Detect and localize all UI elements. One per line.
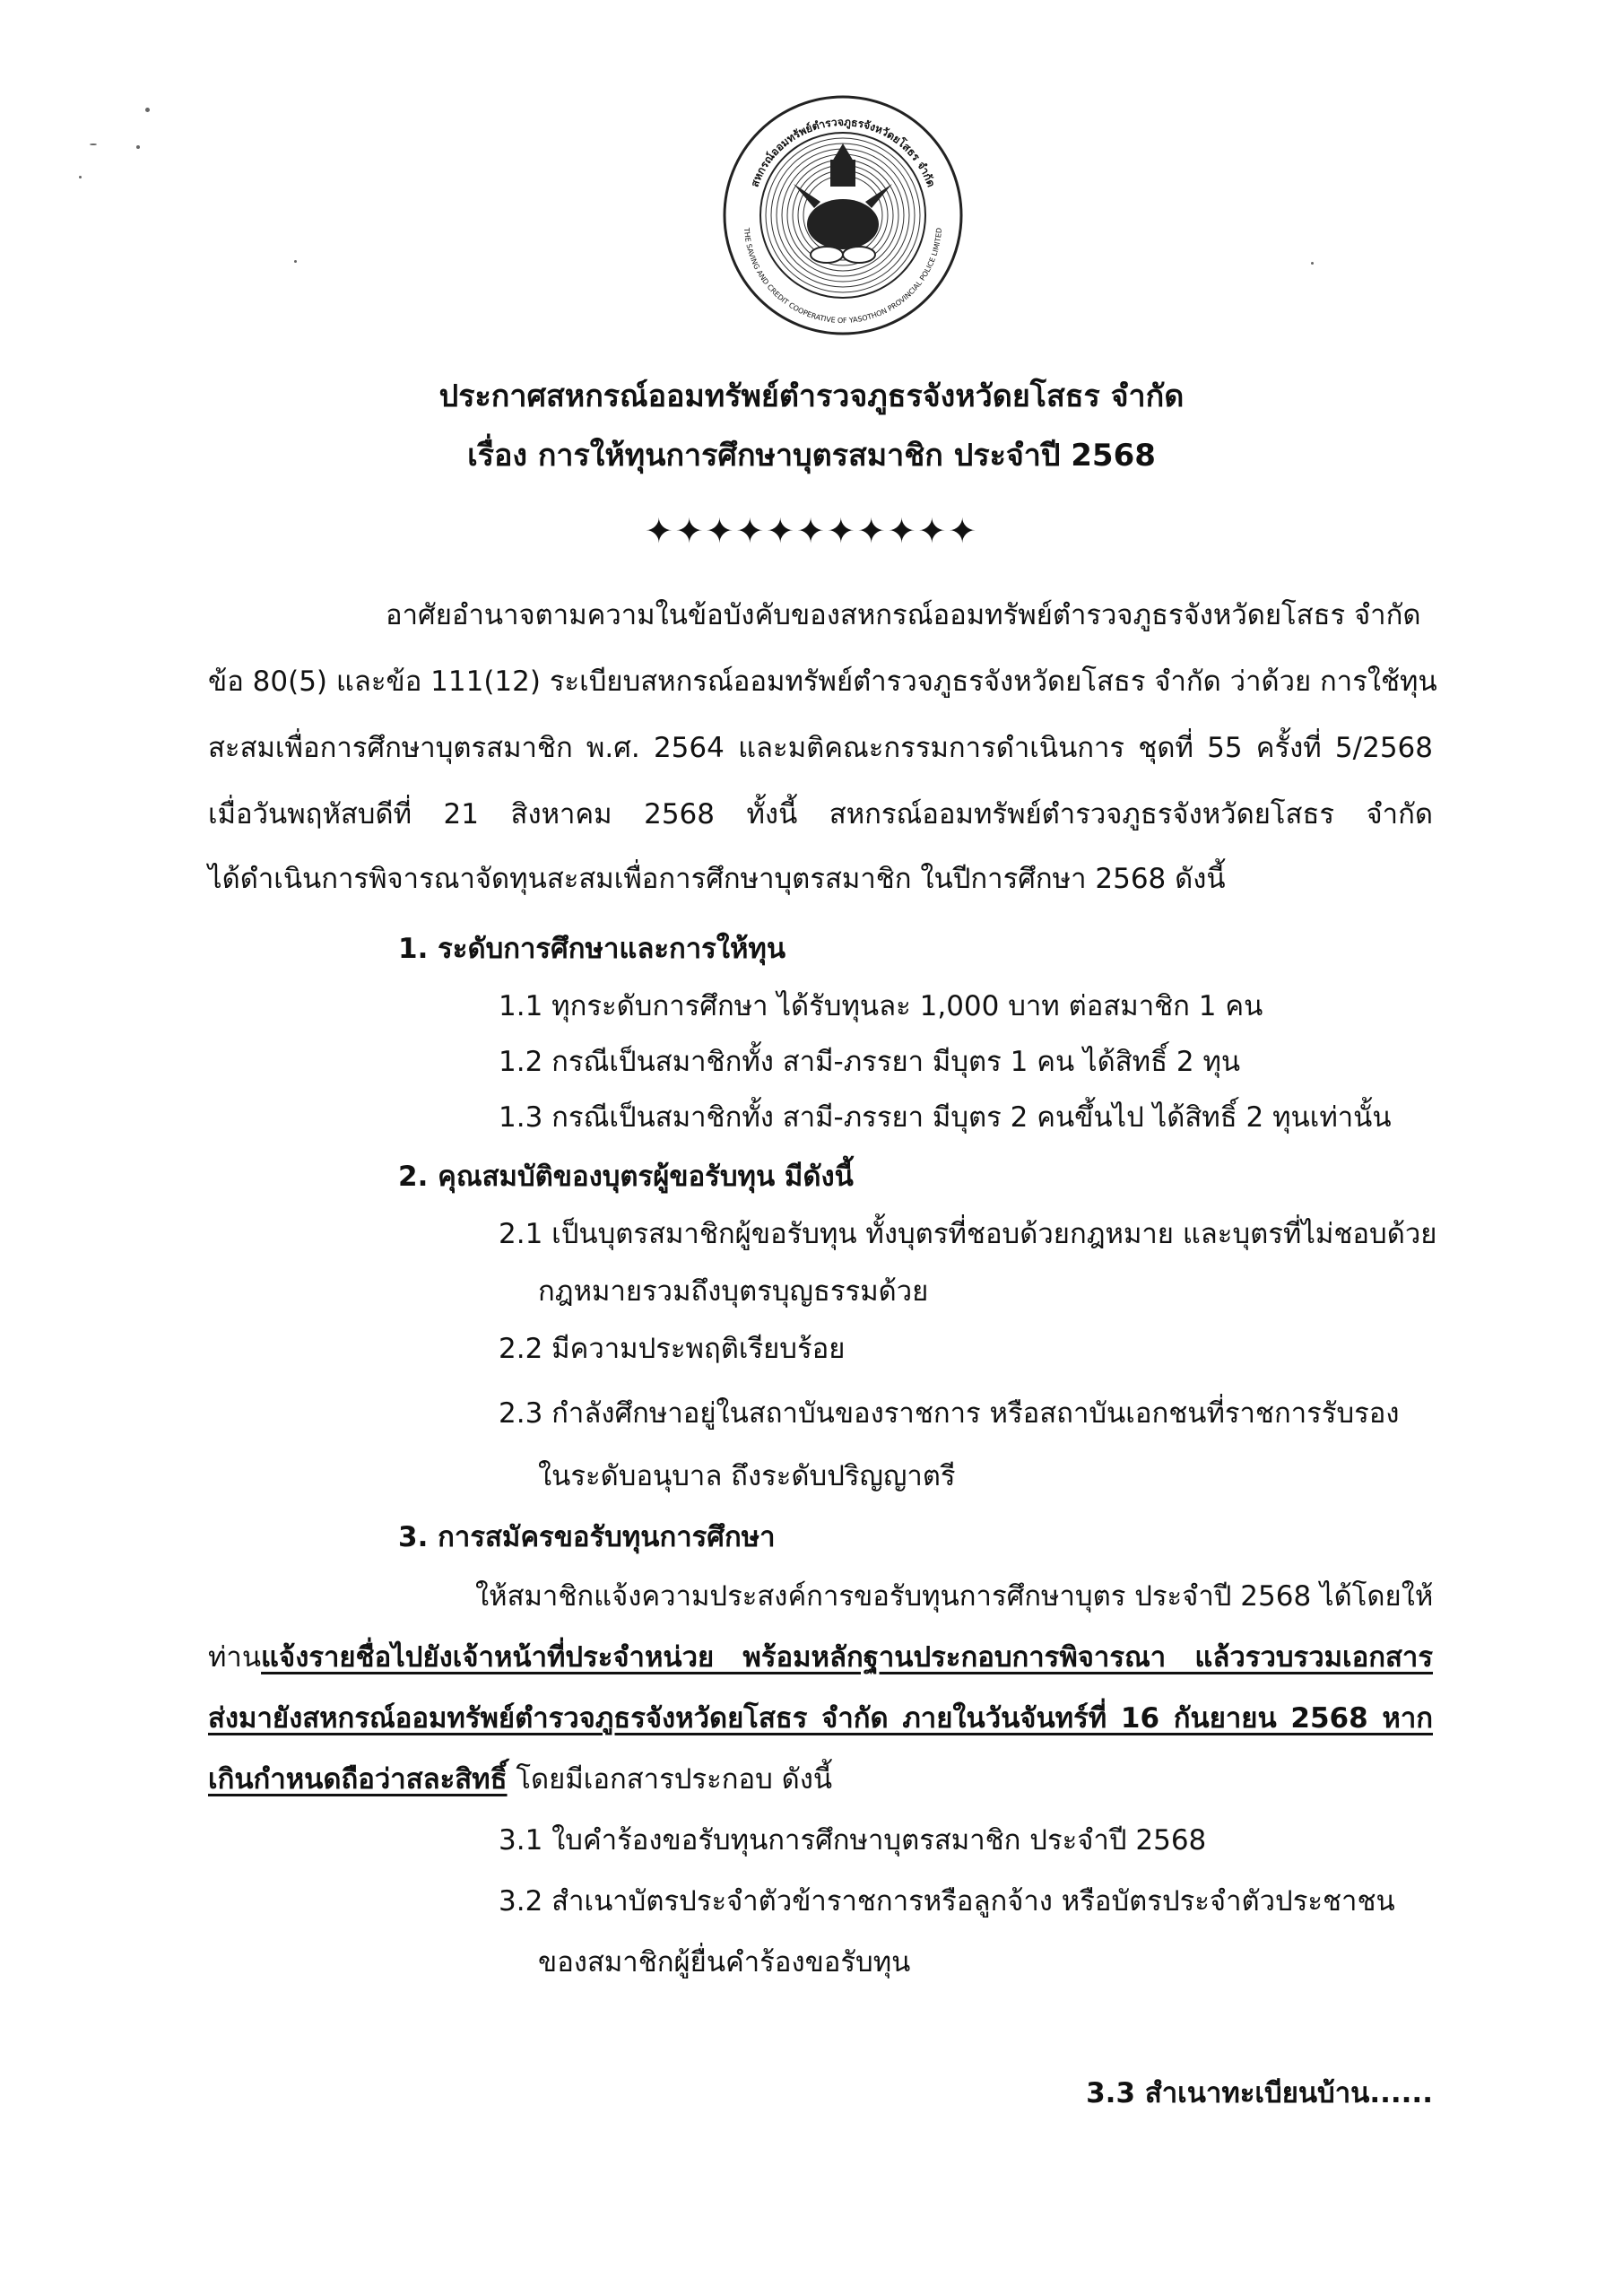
section-1-item-3: 1.3 กรณีเป็นสมาชิกทั้ง สามี-ภรรยา มีบุตร 2 คนขึ้นไป ได้สิทธิ์ 2 ทุนเท่านั้น bbox=[499, 1101, 1392, 1134]
section-1-item-2: 1.2 กรณีเป็นสมาชิกทั้ง สามี-ภรรยา มีบุตร 1 คน ได้สิทธิ์ 2 ทุน bbox=[499, 1046, 1241, 1078]
section-3-para-line-1: ให้สมาชิกแจ้งความประสงค์การขอรับทุนการศึกษาบุตร ประจำปี 2568 ได้โดยให้ bbox=[475, 1580, 1434, 1613]
page-continuation-marker: 3.3 สำเนาทะเบียนบ้าน...... bbox=[1086, 2077, 1433, 2109]
announcement-subject: เรื่อง การให้ทุนการศึกษาบุตรสมาชิก ประจำปี 2568 bbox=[467, 438, 1156, 474]
seal-english-name: THE SAVING AND CREDIT COOPERATIVE OF YASOTHON PROVINCIAL POLICE LIMITED bbox=[742, 227, 943, 326]
section-1-heading: 1. ระดับการศึกษาและการให้ทุน bbox=[398, 933, 786, 965]
section-3-instruction-emphasis: แจ้งรายชื่อไปยังเจ้าหน้าที่ประจำหน่วย พร้อมหลักฐานประกอบการพิจารณา แล้วรวบรวมเอกสาร bbox=[261, 1641, 1433, 1674]
scan-speck bbox=[90, 144, 97, 145]
section-3-deadline-emphasis: ส่งมายังสหกรณ์ออมทรัพย์ตำรวจภูธรจังหวัดยโสธร จำกัด ภายในวันจันทร์ที่ 16 กันยายน 2568 หาก bbox=[208, 1702, 1433, 1735]
intro-line-1: อาศัยอำนาจตามความในข้อบังคับของสหกรณ์ออมทรัพย์ตำรวจภูธรจังหวัดยโสธร จำกัด bbox=[386, 599, 1421, 631]
announcement-title: ประกาศสหกรณ์ออมทรัพย์ตำรวจภูธรจังหวัดยโสธร จำกัด bbox=[438, 378, 1185, 414]
intro-line-5: ได้ดำเนินการพิจารณาจัดทุนสะสมเพื่อการศึกษาบุตรสมาชิก ในปีการศึกษา 2568 ดังนี้ bbox=[208, 863, 1226, 895]
section-3-item-2-line-1: 3.2 สำเนาบัตรประจำตัวข้าราชการหรือลูกจ้าง หรือบัตรประจำตัวประชาชน bbox=[499, 1885, 1395, 1918]
section-3-item-2-line-2: ของสมาชิกผู้ยื่นคำร้องขอรับทุน bbox=[538, 1946, 911, 1979]
seal-thai-name: สหกรณ์ออมทรัพย์ตำรวจภูธรจังหวัดยโสธร จำกัด bbox=[748, 115, 938, 189]
scan-speck bbox=[136, 145, 140, 149]
section-2-item-3-line-1: 2.3 กำลังศึกษาอยู่ในสถาบันของราชการ หรือสถาบันเอกชนที่ราชการรับรอง bbox=[499, 1397, 1400, 1430]
section-2-item-1-line-2: กฎหมายรวมถึงบุตรบุญธรรมด้วย bbox=[538, 1275, 929, 1308]
intro-line-2: ข้อ 80(5) และข้อ 111(12) ระเบียบสหกรณ์ออมทรัพย์ตำรวจภูธรจังหวัดยโสธร จำกัด ว่าด้วย การใช้ทุน bbox=[208, 665, 1437, 698]
scan-speck bbox=[145, 108, 150, 112]
section-3-para-line-4 bbox=[208, 1760, 832, 1799]
section-3-para-line-2 bbox=[208, 1638, 1433, 1677]
ornamental-separator: ✦✦✦✦✦✦✦✦✦✦✦ bbox=[644, 511, 979, 551]
section-3-item-1: 3.1 ใบคำร้องขอรับทุนการศึกษาบุตรสมาชิก ประจำปี 2568 bbox=[499, 1824, 1207, 1857]
scan-speck bbox=[294, 260, 297, 263]
section-3-para-line-4-tail: โดยมีเอกสารประกอบ ดังนี้ bbox=[507, 1763, 833, 1796]
intro-line-3: สะสมเพื่อการศึกษาบุตรสมาชิก พ.ศ. 2564 และมติคณะกรรมการดำเนินการ ชุดที่ 55 ครั้งที่ 5/2568 bbox=[208, 732, 1433, 764]
scan-speck bbox=[79, 176, 82, 178]
section-2-item-2: 2.2 มีความประพฤติเรียบร้อย bbox=[499, 1333, 846, 1365]
intro-line-4: เมื่อวันพฤหัสบดีที่ 21 สิงหาคม 2568 ทั้งนี้ สหกรณ์ออมทรัพย์ตำรวจภูธรจังหวัดยโสธร จำกัด bbox=[208, 798, 1433, 831]
section-3-para-line-2-lead: ท่าน bbox=[208, 1641, 262, 1674]
section-2-item-1-line-1: 2.1 เป็นบุตรสมาชิกผู้ขอรับทุน ทั้งบุตรที่ชอบด้วยกฎหมาย และบุตรที่ไม่ชอบด้วย bbox=[499, 1218, 1437, 1250]
section-1-item-1: 1.1 ทุกระดับการศึกษา ได้รับทุนละ 1,000 บาท ต่อสมาชิก 1 คน bbox=[499, 990, 1263, 1022]
section-2-heading: 2. คุณสมบัติของบุตรผู้ขอรับทุน มีดังนี้ bbox=[398, 1161, 854, 1193]
section-2-item-3-line-2: ในระดับอนุบาล ถึงระดับปริญญาตรี bbox=[538, 1460, 956, 1492]
scan-speck bbox=[1311, 262, 1314, 265]
section-3-heading: 3. การสมัครขอรับทุนการศึกษา bbox=[398, 1521, 776, 1553]
section-3-forfeit-emphasis: เกินกำหนดถือว่าสละสิทธิ์ bbox=[208, 1763, 508, 1796]
cooperative-seal-logo bbox=[717, 90, 968, 341]
